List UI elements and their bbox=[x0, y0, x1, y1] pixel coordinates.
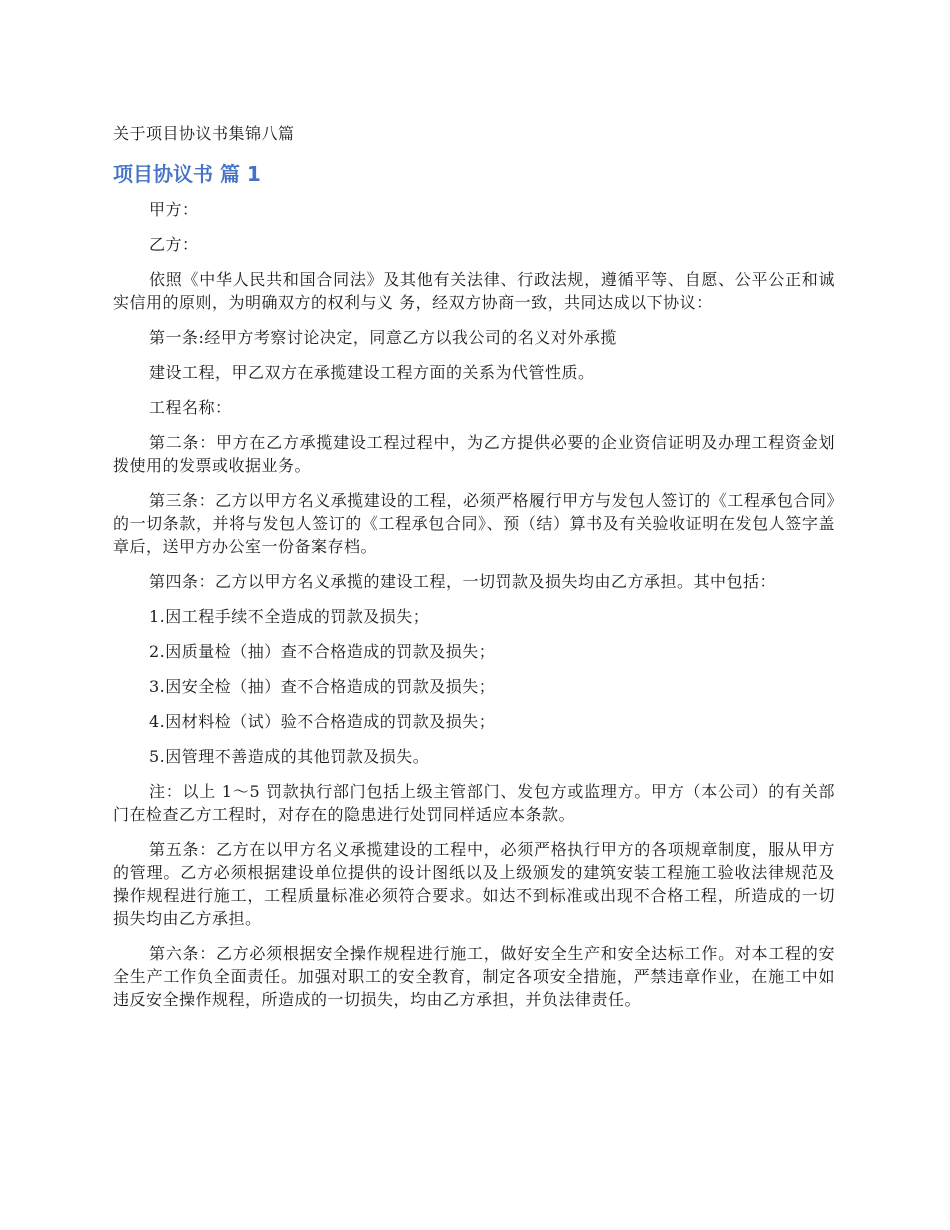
list-item: 3.因安全检（抽）查不合格造成的罚款及损失； bbox=[149, 677, 496, 696]
document-title: 关于项目协议书集锦八篇 bbox=[113, 124, 295, 143]
document-body bbox=[113, 122, 835, 1023]
project-name-line: 工程名称： bbox=[149, 398, 232, 417]
article-1-continuation: 建设工程，甲乙双方在承揽建设工程方面的关系为代管性质。 bbox=[149, 363, 595, 382]
article-4-paragraph: 第四条：乙方以甲方名义承揽的建设工程，一切罚款及损失均由乙方承担。其中包括： bbox=[149, 572, 777, 591]
article-1-paragraph: 第一条:经甲方考察讨论决定，同意乙方以我公司的名义对外承揽 bbox=[149, 328, 617, 347]
list-item: 5.因管理不善造成的其他罚款及损失。 bbox=[149, 747, 430, 766]
section-heading: 项目协议书 篇 1 bbox=[113, 162, 261, 186]
article-2-paragraph: 第二条：甲方在乙方承揽建设工程过程中，为乙方提供必要的企业资信证明及办理工程资金划拨使用的发票或收据业务。 bbox=[113, 433, 835, 475]
preamble-paragraph: 依照《中华人民共和国合同法》及其他有关法律、行政法规，遵循平等、自愿、公平公正和诚实信用的原则，为明确双方的权利与义 务，经双方协商一致，共同达成以下协议： bbox=[113, 270, 835, 312]
article-6-paragraph: 第六条：乙方必须根据安全操作规程进行施工，做好安全生产和安全达标工作。对本工程的安全生产工作负全面责任。加强对职工的安全教育，制定各项安全措施，严禁违章作业，在施工中如违反安全操作规程，所造成的一切损失，均由乙方承担，并负法律责任。 bbox=[113, 944, 835, 1009]
note-paragraph: 注：以上 1～5 罚款执行部门包括上级主管部门、发包方或监理方。甲方（本公司）的有关部门在检查乙方工程时，对存在的隐患进行处罚同样适应本条款。 bbox=[113, 782, 835, 824]
list-item: 1.因工程手续不全造成的罚款及损失； bbox=[149, 607, 430, 626]
list-item: 4.因材料检（试）验不合格造成的罚款及损失； bbox=[149, 712, 496, 731]
list-item: 2.因质量检（抽）查不合格造成的罚款及损失； bbox=[149, 642, 496, 661]
article-5-paragraph: 第五条：乙方在以甲方名义承揽建设的工程中，必须严格执行甲方的各项规章制度，服从甲方的管理。乙方必须根据建设单位提供的设计图纸以及上级颁发的建筑安装工程施工验收法律规范及操作规程进行施工，工程质量标准必须符合要求。如达不到标准或出现不合格工程，所造成的一切损失均由乙方承担。 bbox=[113, 840, 835, 928]
party-a-line: 甲方： bbox=[149, 200, 199, 219]
article-3-paragraph: 第三条：乙方以甲方名义承揽建设的工程，必须严格履行甲方与发包人签订的《工程承包合同》的一切条款，并将与发包人签订的《工程承包合同》、预（结）算书及有关验收证明在发包人签字盖章后，送甲方办公室一份备案存档。 bbox=[113, 491, 835, 556]
party-b-line: 乙方： bbox=[149, 235, 199, 254]
